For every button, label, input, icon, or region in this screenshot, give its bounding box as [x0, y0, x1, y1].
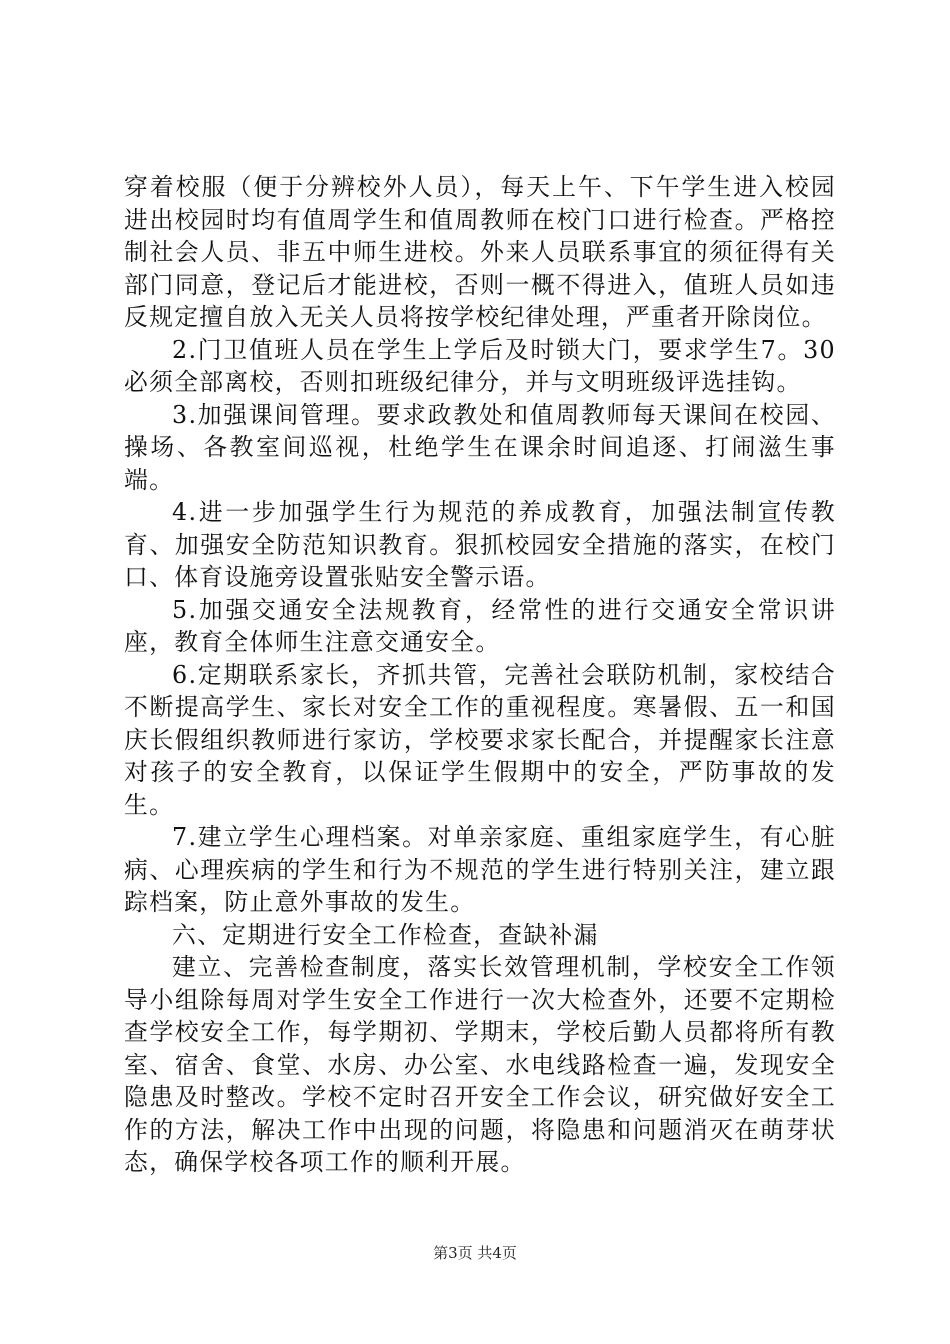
- paragraph-continued: 穿着校服（便于分辨校外人员），每天上午、下午学生进入校园进出校园时均有值周学生和值周教师在校门口进行检查。严格控制社会人员、非五中师生进校。外来人员联系事宜的须征得有关部门同意，登记后才能进校，否则一概不得进入，值班人员如违反规定擅自放入无关人员将按学校纪律处理，严重者开除岗位。: [124, 173, 836, 331]
- paragraph-item-7: 7.建立学生心理档案。对单亲家庭、重组家庭学生，有心脏病、心理疾病的学生和行为不规范的学生进行特别关注，建立跟踪档案，防止意外事故的发生。: [124, 823, 836, 916]
- paragraph-item-3: 3.加强课间管理。要求政教处和值周教师每天课间在校园、操场、各教室间巡视，杜绝学生在课余时间追逐、打闹滋生事端。: [124, 400, 836, 494]
- paragraph-section-body: 建立、完善检查制度，落实长效管理机制，学校安全工作领导小组除每周对学生安全工作进行一次大检查外，还要不定期检查学校安全工作，每学期初、学期末，学校后勤人员都将所有教室、宿舍、食堂、水房、办公室、水电线路检查一遍，发现安全隐患及时整改。学校不定时召开安全工作会议，研究做好安全工作的方法，解决工作中出现的问题，将隐患和问题消灭在萌芽状态，确保学校各项工作的顺利开展。: [124, 953, 836, 1176]
- page-number-footer: 第3页 共4页: [433, 1244, 517, 1262]
- document-body: [124, 171, 836, 1179]
- section-heading: 六、定期进行安全工作检查，查缺补漏: [172, 920, 599, 949]
- paragraph-item-4: 4.进一步加强学生行为规范的养成教育，加强法制宣传教育、加强安全防范知识教育。狠抓校园安全措施的落实，在校门口、体育设施旁设置张贴安全警示语。: [124, 498, 836, 591]
- paragraph-item-6: 6.定期联系家长，齐抓共管，完善社会联防机制，家校结合不断提高学生、家长对安全工作的重视程度。寒暑假、五一和国庆长假组织教师进行家访，学校要求家长配合，并提醒家长注意对孩子的安全教育，以保证学生假期中的安全，严防事故的发生。: [124, 660, 836, 819]
- paragraph-item-5: 5.加强交通安全法规教育，经常性的进行交通安全常识讲座，教育全体师生注意交通安全。: [124, 595, 836, 656]
- paragraph-item-2: 2.门卫值班人员在学生上学后及时锁大门，要求学生7。30必须全部离校，否则扣班级纪律分，并与文明班级评选挂钩。: [124, 335, 836, 396]
